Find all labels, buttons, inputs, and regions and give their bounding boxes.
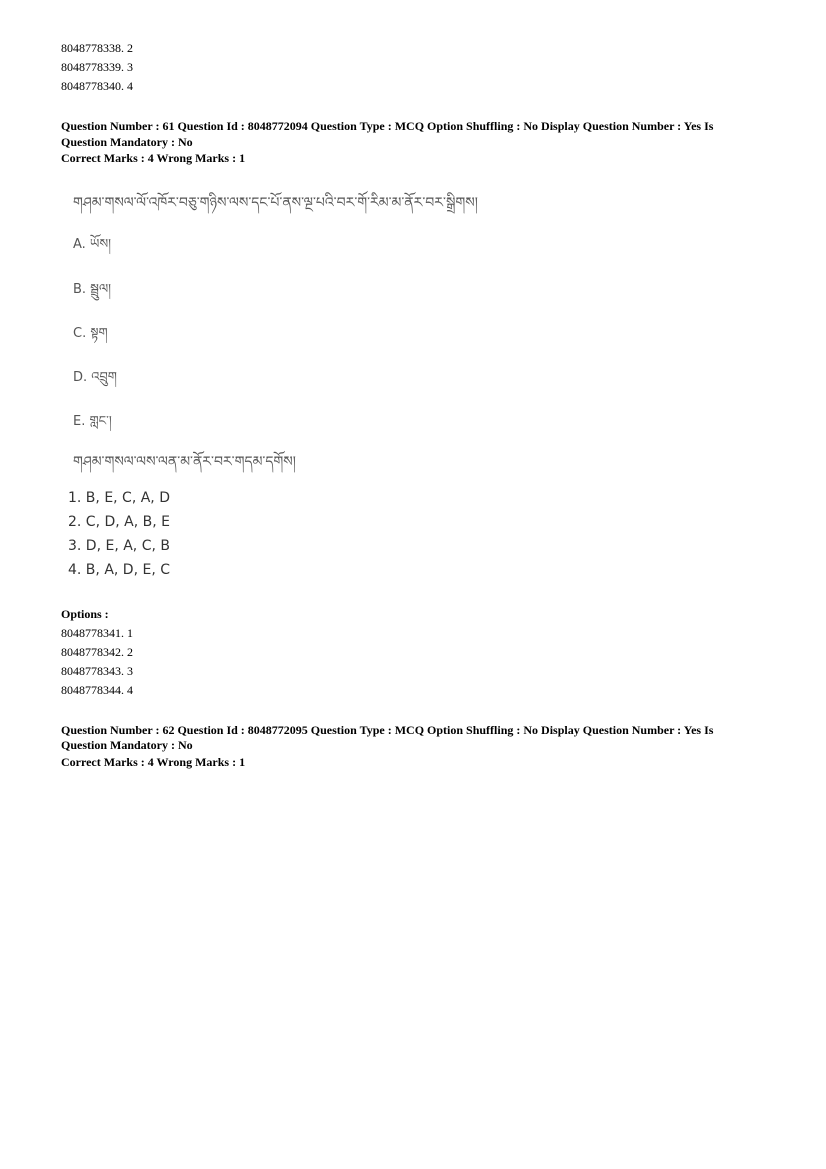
q61-header-line2: Question Mandatory : No — [61, 135, 193, 149]
q61-item-a: A. ཡོས། — [73, 237, 112, 252]
q61-options-label: Options : — [61, 607, 109, 621]
prev-option-3: 8048778340. 4 — [61, 79, 133, 93]
q61-option-4: 8048778344. 4 — [61, 683, 133, 697]
q61-answer-3: 3. D, E, A, C, B — [68, 538, 170, 554]
prev-option-2: 8048778339. 3 — [61, 60, 133, 74]
q61-option-1: 8048778341. 1 — [61, 626, 133, 640]
prev-option-1: 8048778338. 2 — [61, 41, 133, 55]
q61-marks: Correct Marks : 4 Wrong Marks : 1 — [61, 151, 246, 165]
q61-stem: གཤམ་གསལ་ལོ་འཁོར་བཅུ་གཉིས་ལས་དང་པོ་ནས་ལྔ་པའི་བར་གོ་རིམ་མ་ནོར་བར་སྒྲིགས། — [73, 195, 478, 211]
q61-item-b: B. སྦྲུལ། — [73, 282, 112, 297]
q62-header-line2: Question Mandatory : No — [61, 738, 193, 752]
q61-answer-1: 1. B, E, C, A, D — [68, 490, 170, 506]
q61-item-c: C. སྟག — [73, 326, 108, 341]
q61-option-2: 8048778342. 2 — [61, 645, 133, 659]
q61-header-line1: Question Number : 61 Question Id : 8048772094 Question Type : MCQ Option Shuffling : No Display Question Number : Yes Is — [61, 119, 714, 133]
q61-option-3: 8048778343. 3 — [61, 664, 133, 678]
q62-marks: Correct Marks : 4 Wrong Marks : 1 — [61, 755, 246, 769]
q61-instruction: གཤམ་གསལ་ལས་ལན་མ་ནོར་བར་གདམ་དགོས། — [73, 454, 296, 470]
q62-header-line1: Question Number : 62 Question Id : 8048772095 Question Type : MCQ Option Shuffling : No Display Question Number : Yes Is — [61, 723, 714, 737]
q61-item-d: D. འབྲུག — [73, 370, 117, 385]
q61-item-e: E. གླང་། — [73, 414, 112, 429]
q61-answer-4: 4. B, A, D, E, C — [68, 562, 170, 578]
q61-answer-2: 2. C, D, A, B, E — [68, 514, 170, 530]
